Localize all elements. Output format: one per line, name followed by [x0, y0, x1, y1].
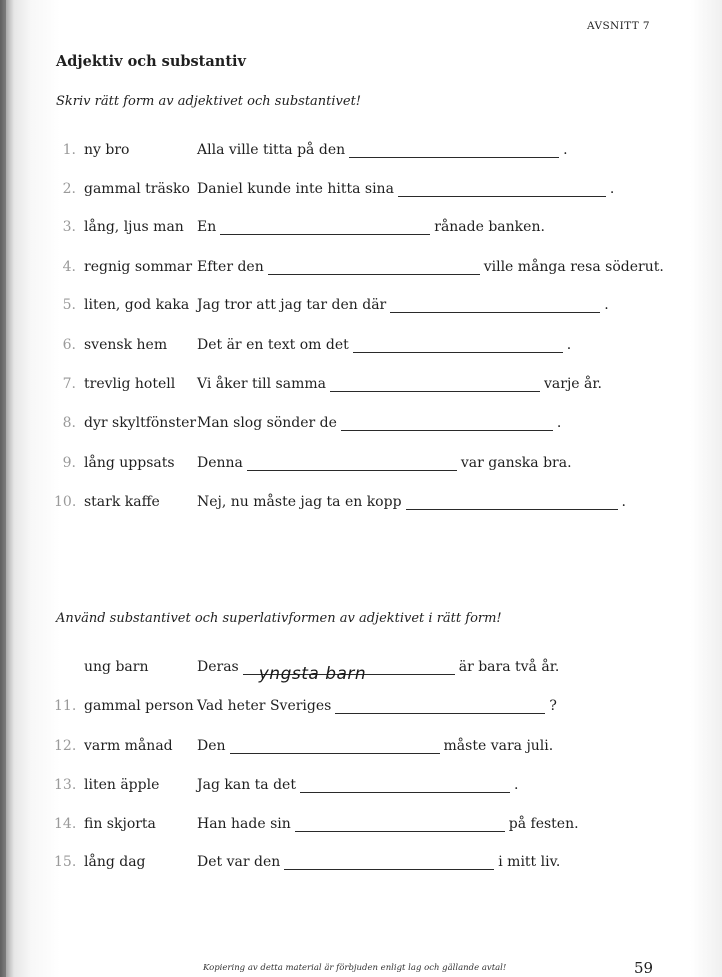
sentence [197, 455, 572, 471]
answer-blank[interactable] [341, 417, 553, 431]
sentence-end: var ganska bra. [460, 455, 572, 471]
prompt-word: lång dag [84, 854, 146, 870]
prompt-word: varm månad [84, 738, 173, 754]
section-title: Adjektiv och substantiv [56, 53, 246, 70]
example-answer-line [243, 662, 455, 684]
answer-blank[interactable] [230, 740, 440, 754]
sentence [197, 376, 602, 392]
item-number: 5. [62, 297, 76, 313]
item-number: 11. [54, 698, 77, 714]
exercise-row [0, 816, 722, 836]
sentence [197, 659, 560, 684]
sentence [197, 181, 614, 197]
sentence-start: Det är en text om det [197, 337, 349, 353]
instruction-part-2: Använd substantivet och superlativformen av adjektivet i rätt form! [56, 611, 502, 626]
sentence [197, 816, 579, 832]
exercise-row [0, 777, 722, 797]
prompt-word: lång uppsats [84, 455, 175, 471]
sentence-end: ? [549, 698, 557, 714]
item-number: 6. [62, 337, 76, 353]
sentence-start: Jag tror att jag tar den där [197, 297, 387, 313]
sentence-end: . [566, 337, 572, 353]
prompt-word: fin skjorta [84, 816, 156, 832]
sentence [197, 698, 557, 714]
sentence-end: . [556, 415, 562, 431]
answer-blank[interactable] [300, 779, 510, 793]
exercise-row [0, 297, 722, 317]
sentence-start: Denna [197, 455, 243, 471]
exercise-row [0, 455, 722, 475]
sentence-end: . [604, 297, 609, 313]
sentence-start: Deras [197, 659, 239, 675]
prompt-word: ny bro [84, 142, 130, 158]
exercise-row [0, 415, 722, 435]
item-number: 12. [54, 738, 77, 754]
sentence-start: Vad heter Sveriges [197, 698, 332, 714]
sentence-end: är bara två år. [458, 659, 560, 675]
section-header: AVSNITT 7 [587, 20, 650, 32]
prompt-word: regnig sommar [84, 259, 193, 275]
sentence-end: varje år. [544, 376, 602, 392]
sentence [197, 738, 553, 754]
sentence-end: måste vara juli. [443, 738, 554, 754]
item-number: 10. [54, 494, 77, 510]
prompt-word: trevlig hotell [84, 376, 176, 392]
sentence-start: Jag kan ta det [197, 777, 296, 793]
exercise-row [0, 259, 722, 279]
sentence-start: Den [197, 738, 226, 754]
answer-blank[interactable] [268, 261, 480, 275]
answer-blank[interactable] [353, 339, 563, 353]
sentence-end: . [621, 494, 626, 510]
item-number: 7. [62, 376, 76, 392]
sentence [197, 415, 561, 431]
answer-blank[interactable] [406, 496, 618, 510]
sentence-end: på festen. [508, 816, 579, 832]
exercise-row [0, 494, 722, 514]
prompt-word: liten, god kaka [84, 297, 190, 313]
exercise-row [0, 854, 722, 874]
item-number: 15. [54, 854, 77, 870]
exercise-row [0, 376, 722, 396]
sentence-end: . [563, 142, 568, 158]
sentence [197, 854, 560, 870]
sentence-end: ville många resa söderut. [483, 259, 664, 275]
answer-blank[interactable] [335, 700, 545, 714]
item-number: 4. [62, 259, 76, 275]
handwritten-answer: yngsta barn [258, 664, 367, 684]
item-number: 3. [62, 219, 76, 235]
answer-blank[interactable] [398, 183, 606, 197]
prompt-word: gammal person [84, 698, 194, 714]
prompt-word: lång, ljus man [84, 219, 184, 235]
sentence-start: Han hade sin [197, 816, 291, 832]
answer-blank[interactable] [390, 299, 600, 313]
prompt-word: liten äpple [84, 777, 160, 793]
sentence-end: rånade banken. [434, 219, 545, 235]
sentence [197, 494, 626, 510]
answer-blank[interactable] [220, 221, 430, 235]
answer-blank[interactable] [247, 457, 457, 471]
prompt-word: dyr skyltfönster [84, 415, 197, 431]
item-number: 8. [62, 415, 76, 431]
exercise-row [0, 219, 722, 239]
sentence [197, 337, 571, 353]
example-row [0, 659, 722, 684]
sentence [197, 777, 518, 793]
exercise-row [0, 698, 722, 718]
sentence-start: Nej, nu måste jag ta en kopp [197, 494, 402, 510]
item-number: 2. [62, 181, 76, 197]
prompt-word: ung barn [84, 659, 149, 675]
answer-blank[interactable] [330, 378, 540, 392]
item-number: 1. [62, 142, 76, 158]
sentence-end: . [609, 181, 615, 197]
item-number: 9. [62, 455, 76, 471]
prompt-word: gammal träsko [84, 181, 190, 197]
sentence-start: Vi åker till samma [197, 376, 326, 392]
item-number: 13. [54, 777, 77, 793]
sentence-start: Det var den [197, 854, 281, 870]
instruction-part-1: Skriv rätt form av adjektivet och substantivet! [56, 94, 362, 109]
exercise-row [0, 738, 722, 758]
sentence [197, 219, 545, 235]
sentence-start: Daniel kunde inte hitta sina [197, 181, 394, 197]
item-number: 14. [54, 816, 77, 832]
sentence-start: Alla ville titta på den [197, 142, 346, 158]
sentence-end: . [513, 777, 519, 793]
sentence-start: Man slog sönder de [197, 415, 337, 431]
sentence-start: Efter den [197, 259, 264, 275]
exercise-row [0, 142, 722, 162]
prompt-word: svensk hem [84, 337, 168, 353]
sentence [197, 142, 568, 158]
sentence [197, 297, 609, 313]
sentence-start: En [197, 219, 217, 235]
answer-blank[interactable] [295, 818, 505, 832]
copyright-notice: Kopiering av detta material är förbjuden enligt lag och gällande avtal! [203, 963, 507, 973]
sentence [197, 259, 664, 275]
answer-blank[interactable] [349, 144, 559, 158]
prompt-word: stark kaffe [84, 494, 160, 510]
exercise-row [0, 181, 722, 201]
exercise-row [0, 337, 722, 357]
answer-blank[interactable] [284, 856, 494, 870]
sentence-end: i mitt liv. [498, 854, 561, 870]
page-number: 59 [634, 959, 654, 977]
